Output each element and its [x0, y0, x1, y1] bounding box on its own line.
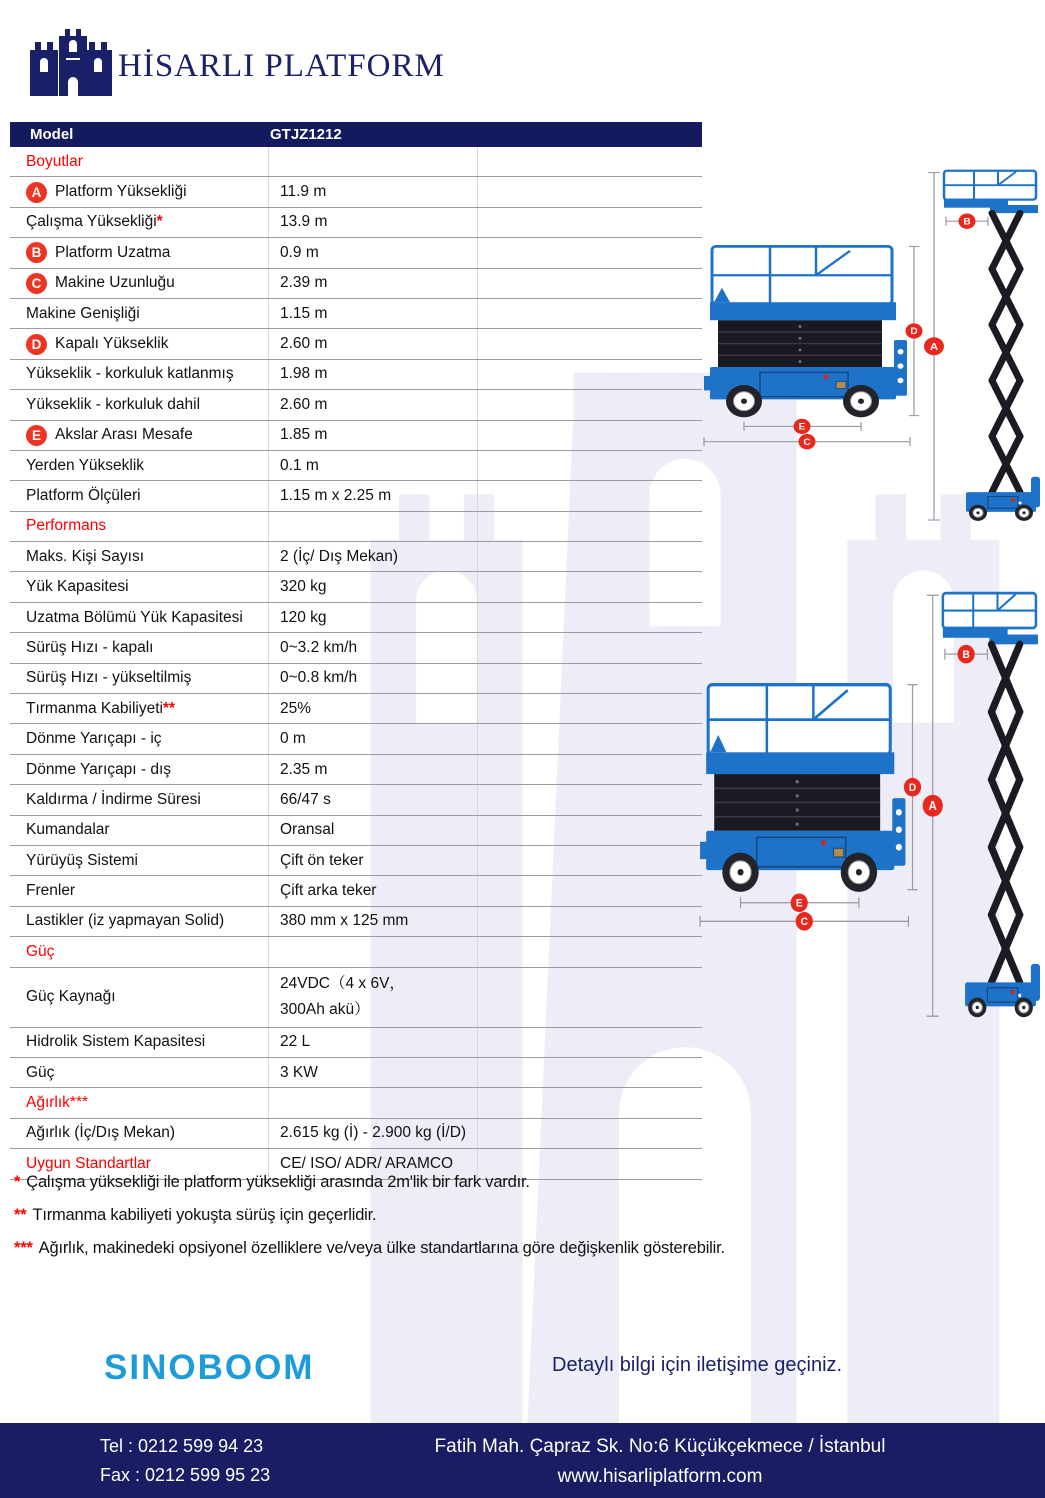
footnote-text: Tırmanma kabiliyeti yokuşta sürüş için geçerlidir. — [32, 1206, 377, 1224]
footnote-line — [14, 1232, 725, 1265]
row-label-cell — [10, 1124, 270, 1142]
row-label-cell — [10, 882, 270, 900]
row-value-cell: Oransal — [280, 821, 335, 839]
row-label-cell — [10, 334, 270, 355]
letter-badge: C — [26, 273, 47, 294]
section-title-text: Uygun Standartlar — [26, 1154, 151, 1172]
table-row — [10, 846, 702, 876]
letter-badge: A — [26, 182, 47, 203]
footer-telfax — [100, 1432, 270, 1490]
table-row — [10, 299, 702, 329]
table-row — [10, 390, 702, 420]
row-label-cell — [10, 242, 270, 263]
table-row — [10, 633, 702, 663]
row-label: Yerden Yükseklik — [26, 456, 145, 474]
row-value-cell: 380 mm x 125 mm — [280, 912, 409, 930]
spec-table — [10, 122, 702, 1180]
hisarli-castle-logo-icon — [28, 18, 114, 108]
row-label-cell — [10, 669, 270, 687]
wheel-icon — [969, 505, 987, 521]
footnote-stars: * — [14, 1173, 21, 1191]
row-label-cell — [10, 852, 270, 870]
letter-badge: D — [26, 334, 47, 355]
table-row — [10, 481, 702, 511]
model-label: Model — [30, 126, 74, 143]
row-label: Sürüş Hızı - yükseltilmiş — [26, 669, 192, 687]
row-label-cell — [10, 487, 270, 505]
dimension-letter-a: A — [929, 341, 939, 353]
table-row — [10, 177, 702, 207]
row-value-cell: 0 m — [280, 730, 306, 748]
table-row — [10, 329, 702, 359]
wheel-icon — [722, 853, 758, 892]
row-label-cell — [10, 912, 270, 930]
section-header-row — [10, 512, 702, 542]
dimension-letter-e: E — [798, 422, 806, 433]
row-label-cell — [10, 1033, 270, 1051]
brand-title: HİSARLI PLATFORM — [118, 48, 445, 84]
row-label: Makine Uzunluğu — [55, 274, 175, 292]
model-value: GTJZ1212 — [270, 126, 342, 143]
table-row — [10, 1119, 702, 1149]
row-value-cell: 3 KW — [280, 1063, 318, 1081]
dimension-letter-b: B — [962, 648, 970, 662]
row-value-cell — [270, 971, 702, 1023]
row-label: Kaldırma / İndirme Süresi — [26, 790, 201, 808]
table-row — [10, 785, 702, 815]
row-label-cell — [10, 578, 270, 596]
wheel-icon — [1015, 505, 1033, 521]
table-row — [10, 269, 702, 299]
dimension-letter-c: C — [800, 915, 808, 929]
row-label: Platform Ölçüleri — [26, 486, 141, 504]
dimension-letter-e: E — [795, 897, 803, 910]
row-label: Frenler — [26, 882, 76, 900]
row-label: Dönme Yarıçapı - iç — [26, 730, 162, 748]
table-row — [10, 360, 702, 390]
row-label-cell — [10, 1064, 270, 1082]
section-title — [10, 943, 270, 961]
section-header-row — [10, 937, 702, 967]
row-label: Platform Uzatma — [55, 243, 171, 261]
extended-machine-drawing — [924, 171, 1040, 521]
row-label: Uzatma Bölümü Yük Kapasitesi — [26, 608, 243, 626]
footnote-marker: ** — [162, 699, 176, 717]
row-label-cell — [10, 730, 270, 748]
section-value: CE/ ISO/ ADR/ ARAMCO — [280, 1154, 454, 1172]
row-label-cell — [10, 639, 270, 657]
row-value-line1: 24VDC（4 x 6V， — [280, 975, 405, 993]
table-row — [10, 724, 702, 754]
section-header-row — [10, 1088, 702, 1118]
row-value-cell: 0.1 m — [280, 456, 319, 474]
row-label: Çalışma Yüksekliği — [26, 213, 157, 231]
row-label: Platform Yüksekliği — [55, 183, 187, 201]
footer-fax: Fax : 0212 599 95 23 — [100, 1465, 271, 1485]
row-value-cell: 22 L — [280, 1033, 311, 1051]
table-row — [10, 572, 702, 602]
row-value-cell: Çift arka teker — [280, 882, 377, 900]
table-row — [10, 968, 702, 1028]
section-header-row — [10, 147, 702, 177]
table-row — [10, 1028, 702, 1058]
row-value-cell: 0~0.8 km/h — [280, 669, 358, 687]
section-title — [10, 517, 270, 535]
row-value-cell: 2.615 kg (İ) - 2.900 kg (İ/D) — [280, 1124, 467, 1142]
row-value-cell: 1.85 m — [280, 426, 328, 444]
footer-address-block — [360, 1432, 960, 1492]
row-value-cell: 2.39 m — [280, 274, 328, 292]
model-header-bar — [10, 122, 702, 147]
row-value-cell: 2.60 m — [280, 395, 328, 413]
row-label-cell — [10, 988, 270, 1006]
section-title — [10, 153, 270, 171]
row-label: Tırmanma Kabiliyeti — [26, 699, 163, 717]
table-row — [10, 542, 702, 572]
scissor-arms — [992, 213, 1020, 492]
row-label-cell — [10, 273, 270, 294]
table-row — [10, 603, 702, 633]
table-rows — [10, 147, 702, 1180]
row-label-cell — [10, 791, 270, 809]
footnote-text: Çalışma yüksekliği ile platform yüksekliği arasında 2m'lik bir fark vardır. — [26, 1173, 530, 1191]
row-value-cell: 0~3.2 km/h — [280, 638, 358, 656]
table-row — [10, 907, 702, 937]
row-value-cell: 2 (İç/ Dış Mekan) — [280, 547, 398, 565]
letter-badge: B — [26, 242, 47, 263]
row-label: Yük Kapasitesi — [26, 578, 129, 596]
row-label-cell — [10, 821, 270, 839]
row-value-cell: 11.9 m — [280, 183, 327, 201]
row-label-cell — [10, 548, 270, 566]
row-label-cell — [10, 365, 270, 383]
row-value-cell: 1.98 m — [280, 365, 328, 383]
row-label-cell — [10, 425, 270, 446]
sinoboom-logo: SINOBOOM — [104, 1348, 315, 1387]
wheel-icon — [1015, 998, 1033, 1018]
dimension-letter-d: D — [908, 781, 917, 795]
footnote-marker: * — [156, 213, 163, 231]
row-label: Yükseklik - korkuluk dahil — [26, 395, 201, 413]
row-value-cell: 25% — [280, 699, 312, 717]
scissor-lift-drawing — [694, 580, 1042, 1038]
row-label-cell — [10, 700, 270, 718]
row-label: Yürüyüş Sistemi — [26, 851, 138, 869]
row-value-cell: 1.15 m — [280, 304, 328, 322]
row-label-cell — [10, 761, 270, 779]
wheel-icon — [968, 998, 986, 1018]
row-value-cell: 66/47 s — [280, 790, 331, 808]
machine-diagram-bottom — [694, 580, 1042, 1038]
row-label: Makine Genişliği — [26, 304, 140, 322]
table-row — [10, 238, 702, 268]
footnote-stars: *** — [14, 1239, 33, 1257]
closed-machine-drawing — [704, 246, 923, 449]
table-row — [10, 694, 702, 724]
row-value-cell: 120 kg — [280, 608, 327, 626]
dimension-letter-d: D — [910, 326, 918, 338]
letter-badge: E — [26, 425, 47, 446]
row-label-cell — [10, 305, 270, 323]
row-value-cell: 1.15 m x 2.25 m — [280, 486, 392, 504]
footnote-text: Ağırlık, makinedeki opsiyonel özelliklere ve/veya ülke standartlarına göre değişkenlik gösterebilir. — [38, 1239, 725, 1257]
table-row — [10, 816, 702, 846]
row-label: Ağırlık (İç/Dış Mekan) — [26, 1124, 175, 1142]
row-label: Akslar Arası Mesafe — [55, 426, 193, 444]
row-label-cell — [10, 213, 270, 231]
row-value-cell: 320 kg — [280, 578, 327, 596]
dimension-letter-b: B — [963, 216, 971, 228]
row-label: Dönme Yarıçapı - dış — [26, 760, 172, 778]
row-label: Kumandalar — [26, 821, 110, 839]
row-value-cell: 2.35 m — [280, 760, 328, 778]
footnotes — [14, 1166, 725, 1265]
row-label: Lastikler (iz yapmayan Solid) — [26, 912, 225, 930]
wheel-icon — [726, 385, 762, 417]
footer-website[interactable]: www.hisarliplatform.com — [557, 1466, 763, 1487]
machine-diagram-top — [698, 160, 1042, 538]
footer-tel: Tel : 0212 599 94 23 — [100, 1436, 264, 1456]
table-row — [10, 208, 702, 238]
wheel-icon — [843, 385, 879, 417]
table-row — [10, 421, 702, 451]
wheel-icon — [841, 853, 877, 892]
row-label-cell — [10, 182, 270, 203]
row-label-cell — [10, 457, 270, 475]
row-label-cell — [10, 609, 270, 627]
row-label: Yükseklik - korkuluk katlanmış — [26, 365, 234, 383]
scissor-lift-drawing — [698, 160, 1042, 538]
footnote-line — [14, 1166, 725, 1199]
section-title-text: Boyutlar — [26, 152, 83, 170]
row-value-cell: 13.9 m — [280, 213, 328, 231]
section-title-text: Ağırlık*** — [26, 1094, 89, 1112]
closed-machine-drawing — [700, 685, 921, 931]
row-value-cell: 2.60 m — [280, 335, 328, 353]
table-row — [10, 451, 702, 481]
section-title-text: Güç — [26, 942, 55, 960]
row-label-cell — [10, 396, 270, 414]
footer-address: Fatih Mah. Çapraz Sk. No:6 Küçükçekmece / İstanbul — [434, 1436, 886, 1457]
row-value-cell: Çift ön teker — [280, 851, 364, 869]
contact-note: Detaylı bilgi için iletişime geçiniz. — [552, 1354, 843, 1376]
extended-machine-drawing — [923, 593, 1040, 1017]
dimension-letter-c: C — [803, 437, 811, 448]
footnote-stars: ** — [14, 1206, 27, 1224]
section-title-text: Performans — [26, 517, 107, 535]
row-value-cell: 0.9 m — [280, 243, 319, 261]
row-label: Hidrolik Sistem Kapasitesi — [26, 1033, 206, 1051]
scissor-arms — [991, 644, 1019, 982]
footnote-line — [14, 1199, 725, 1232]
row-label: Güç Kaynağı — [26, 988, 116, 1006]
table-row — [10, 755, 702, 785]
row-label: Kapalı Yükseklik — [55, 335, 169, 353]
table-row — [10, 664, 702, 694]
row-label: Maks. Kişi Sayısı — [26, 547, 144, 565]
castle-icon — [28, 18, 114, 108]
dimension-letter-a: A — [928, 798, 937, 814]
table-row — [10, 1058, 702, 1088]
section-title — [10, 1094, 270, 1112]
row-value-line2: 300Ah akü） — [280, 1001, 370, 1019]
row-label: Sürüş Hızı - kapalı — [26, 638, 154, 656]
row-label: Güç — [26, 1063, 55, 1081]
footer-bar — [0, 1423, 1045, 1498]
table-row — [10, 876, 702, 906]
